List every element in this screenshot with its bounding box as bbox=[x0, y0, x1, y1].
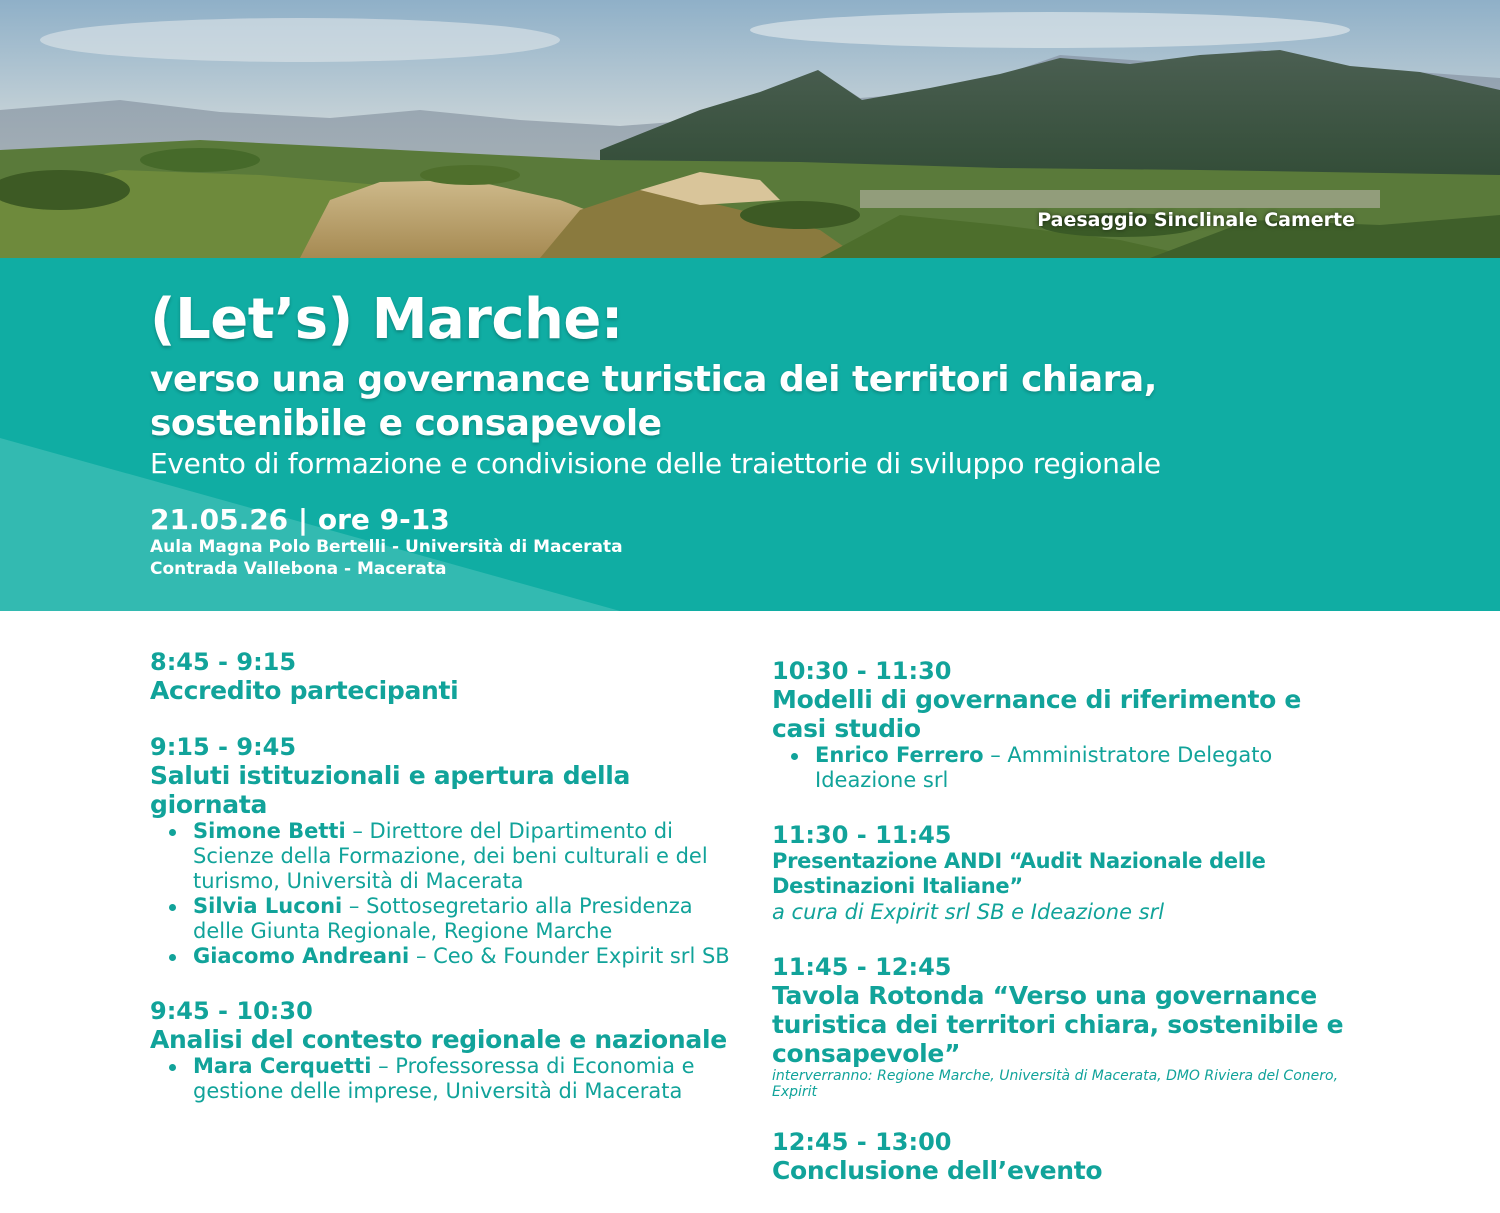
program-slot bbox=[772, 1128, 1352, 1185]
event-subtitle-line-2: sostenibile e consapevole bbox=[150, 403, 662, 444]
program-slot bbox=[150, 997, 730, 1104]
slot-time: 9:45 - 10:30 bbox=[150, 997, 313, 1025]
program-slot bbox=[150, 733, 730, 969]
slot-title: Conclusione dell’evento bbox=[772, 1156, 1103, 1185]
slot-title: Modelli di governance di riferimento e casi studio bbox=[772, 685, 1302, 743]
slot-subtitle: a cura di Expirit srl SB e Ideazione srl bbox=[772, 900, 1165, 924]
event-subtitle-line-1: verso una governance turistica dei territori chiara, bbox=[150, 359, 1157, 400]
slot-time: 12:45 - 13:00 bbox=[772, 1128, 952, 1156]
slot-title: Tavola Rotonda “Verso una governance turistica dei territori chiara, sostenibile e consapevole” bbox=[772, 981, 1344, 1068]
speaker-role: – Amministratore Delegato Ideazione srl bbox=[815, 743, 1273, 792]
slot-title: Presentazione ANDI “Audit Nazionale delle Destinazioni Italiane” bbox=[772, 849, 1266, 898]
speaker-item bbox=[193, 1054, 730, 1104]
speaker-name: Giacomo Andreani bbox=[193, 944, 410, 968]
event-venue-line-1: Aula Magna Polo Bertelli - Università di Macerata bbox=[150, 537, 623, 557]
speaker-list bbox=[772, 743, 1352, 793]
speaker-role: – Ceo & Founder Expirit srl SB bbox=[409, 944, 730, 968]
slot-title: Analisi del contesto regionale e nazionale bbox=[150, 1025, 727, 1054]
slot-note: interverranno: Regione Marche, Università di Macerata, DMO Riviera del Conero, Expirit bbox=[772, 1068, 1339, 1100]
slot-time: 10:30 - 11:30 bbox=[772, 657, 952, 685]
speaker-role: – Sottosegretario alla Presidenza delle Giunta Regionale, Regione Marche bbox=[193, 894, 693, 943]
event-title: (Let’s) Marche: bbox=[150, 287, 623, 352]
program-right-column bbox=[772, 657, 1352, 1213]
speaker-role: – Direttore del Dipartimento di Scienze della Formazione, dei beni culturali e del turismo, Università di Macerata bbox=[193, 819, 708, 893]
program-slot bbox=[772, 821, 1352, 925]
event-header-band bbox=[0, 258, 1500, 611]
program-slot bbox=[772, 953, 1352, 1100]
hero-landscape-image bbox=[0, 0, 1500, 258]
speaker-name: Mara Cerquetti bbox=[193, 1054, 372, 1078]
slot-time: 11:30 - 11:45 bbox=[772, 821, 952, 849]
slot-title: Accredito partecipanti bbox=[150, 676, 459, 705]
image-caption: Paesaggio Sinclinale Camerte bbox=[1037, 209, 1355, 231]
program-slot bbox=[772, 657, 1352, 793]
program-left-column bbox=[150, 648, 730, 1132]
speaker-role: – Professoressa di Economia e gestione delle imprese, Università di Macerata bbox=[193, 1054, 695, 1103]
slot-title: Saluti istituzionali e apertura della giornata bbox=[150, 761, 631, 819]
speaker-item bbox=[193, 944, 730, 969]
program-slot bbox=[150, 648, 730, 705]
event-tagline: Evento di formazione e condivisione delle traiettorie di sviluppo regionale bbox=[150, 447, 1161, 480]
event-venue-line-2: Contrada Vallebona - Macerata bbox=[150, 559, 447, 579]
slot-time: 11:45 - 12:45 bbox=[772, 953, 952, 981]
speaker-item bbox=[815, 743, 1352, 793]
speaker-item bbox=[193, 894, 730, 944]
slot-time: 9:15 - 9:45 bbox=[150, 733, 297, 761]
speaker-name: Silvia Luconi bbox=[193, 894, 343, 918]
event-date-time: 21.05.26 | ore 9-13 bbox=[150, 503, 450, 536]
speaker-name: Simone Betti bbox=[193, 819, 346, 843]
slot-time: 8:45 - 9:15 bbox=[150, 648, 297, 676]
speaker-item bbox=[193, 819, 730, 894]
speaker-name: Enrico Ferrero bbox=[815, 743, 984, 767]
speaker-list bbox=[150, 1054, 730, 1104]
speaker-list bbox=[150, 819, 730, 969]
